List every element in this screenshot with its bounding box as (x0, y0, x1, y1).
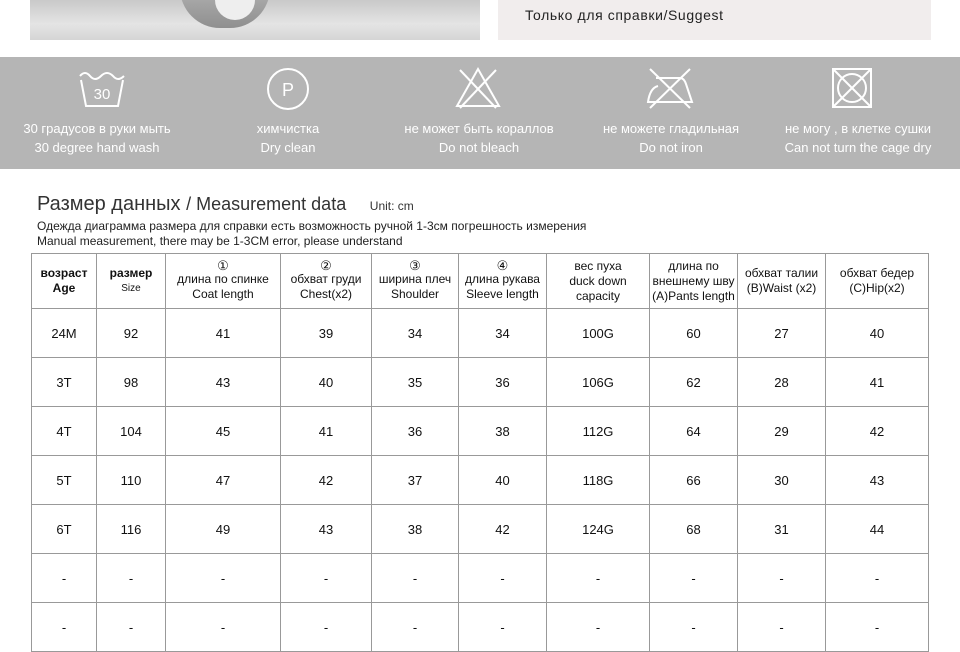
cell-chest: 40 (281, 358, 372, 407)
measurement-unit: Unit: cm (369, 199, 414, 213)
no-tumble-dry-icon (830, 66, 874, 110)
header-label-ru: длина по (668, 258, 719, 273)
cell-size: 92 (97, 309, 166, 358)
header-hip (826, 254, 929, 309)
dry-clean-letter: P (281, 80, 295, 100)
header-label-en: (C)Hip(x2) (849, 281, 905, 295)
cell-age: 5T (32, 456, 97, 505)
cell-age: 24M (32, 309, 97, 358)
table-row (32, 456, 929, 505)
cell-coat-length: 49 (166, 505, 281, 554)
cell-pants-length: 60 (650, 309, 738, 358)
cell-down-capacity: 100G (547, 309, 650, 358)
table-row (32, 603, 929, 652)
cell-age: - (32, 603, 97, 652)
cell-shoulder: 36 (372, 407, 459, 456)
cell-size: - (97, 603, 166, 652)
cell-age: 6T (32, 505, 97, 554)
cell-shoulder: 35 (372, 358, 459, 407)
cell-coat-length: 47 (166, 456, 281, 505)
no-iron-icon (644, 66, 696, 110)
header-label-ru: вес пуха (574, 258, 622, 273)
cell-chest: 42 (281, 456, 372, 505)
cell-waist: 29 (738, 407, 826, 456)
cell-sleeve-length: 36 (459, 358, 547, 407)
cell-shoulder: 37 (372, 456, 459, 505)
header-down-capacity (547, 254, 650, 309)
header-age-en: Age (52, 281, 76, 295)
cell-shoulder: 38 (372, 505, 459, 554)
cell-chest: - (281, 554, 372, 603)
cell-sleeve-length: 34 (459, 309, 547, 358)
header-label-ru: длина по спинке (177, 272, 269, 286)
cell-sleeve-length: - (459, 603, 547, 652)
cell-hip: - (826, 603, 929, 652)
cell-chest: 41 (281, 407, 372, 456)
header-coat-length (166, 254, 281, 309)
measurement-note-en: Manual measurement, there may be 1-3CM error, please understand (37, 234, 403, 248)
cell-sleeve-length: 40 (459, 456, 547, 505)
header-label-ru: длина рукава (465, 272, 540, 286)
cell-size: - (97, 554, 166, 603)
header-size-en: Size (121, 283, 141, 294)
cell-pants-length: - (650, 554, 738, 603)
header-marker: ③ (409, 258, 421, 273)
cell-pants-length: 64 (650, 407, 738, 456)
cell-down-capacity: 106G (547, 358, 650, 407)
table-row (32, 358, 929, 407)
cell-chest: - (281, 603, 372, 652)
header-label-ru2: внешнему шву (652, 273, 735, 288)
cell-hip: 41 (826, 358, 929, 407)
header-label-en: (B)Waist (x2) (746, 281, 817, 295)
cell-waist: 28 (738, 358, 826, 407)
care-instructions-band (0, 57, 960, 169)
header-label-en: duck down (569, 273, 627, 288)
cell-age: 3T (32, 358, 97, 407)
cell-waist: 27 (738, 309, 826, 358)
header-chest (281, 254, 372, 309)
cell-pants-length: 66 (650, 456, 738, 505)
care-label-ru: не можете гладильная (602, 121, 740, 136)
wash-30-icon (77, 66, 127, 110)
cell-pants-length: 62 (650, 358, 738, 407)
care-label-ru: не могу , в клетке сушки (784, 121, 931, 136)
cell-down-capacity: - (547, 554, 650, 603)
header-size (97, 254, 166, 309)
header-label-en: Sleeve length (466, 287, 539, 301)
header-marker: ① (217, 258, 229, 273)
table-row (32, 309, 929, 358)
care-label-en: Dry clean (260, 140, 316, 155)
cell-age: - (32, 554, 97, 603)
cell-coat-length: 45 (166, 407, 281, 456)
header-label-en: Shoulder (390, 287, 440, 301)
dry-clean-icon (265, 66, 311, 112)
cell-shoulder: - (372, 603, 459, 652)
care-label-en: 30 degree hand wash (34, 140, 160, 155)
cell-hip: 42 (826, 407, 929, 456)
care-label-ru: химчистка (256, 121, 320, 136)
measurement-title-ru: Размер данных (37, 193, 181, 215)
cell-size: 98 (97, 358, 166, 407)
cell-hip: - (826, 554, 929, 603)
cell-down-capacity: - (547, 603, 650, 652)
no-bleach-icon (454, 66, 502, 110)
header-shoulder (372, 254, 459, 309)
cell-size: 116 (97, 505, 166, 554)
cell-hip: 43 (826, 456, 929, 505)
header-marker: ② (320, 258, 332, 273)
header-pants-length (650, 254, 738, 309)
cell-waist: 31 (738, 505, 826, 554)
care-label-en: Can not turn the cage dry (784, 140, 932, 155)
cell-sleeve-length: 42 (459, 505, 547, 554)
table-row (32, 407, 929, 456)
care-item-no-bleach (384, 57, 574, 169)
cell-waist: 30 (738, 456, 826, 505)
suggest-note: Только для справки/Suggest (498, 0, 931, 40)
header-label-ru: обхват груди (290, 272, 362, 286)
header-size-ru: размер (109, 266, 153, 280)
cell-size: 110 (97, 456, 166, 505)
cell-chest: 39 (281, 309, 372, 358)
size-chart-body (32, 309, 929, 652)
cell-coat-length: 41 (166, 309, 281, 358)
header-label-en2: capacity (575, 288, 621, 303)
care-item-no-tumble-dry (763, 57, 953, 169)
wash-temp-label: 30 (93, 86, 111, 103)
cell-hip: 44 (826, 505, 929, 554)
cell-shoulder: - (372, 554, 459, 603)
cell-down-capacity: 124G (547, 505, 650, 554)
header-label-en: Coat length (192, 287, 254, 301)
header-age-ru: возраст (40, 266, 88, 280)
cell-waist: - (738, 603, 826, 652)
cell-shoulder: 34 (372, 309, 459, 358)
header-age (32, 254, 97, 309)
cell-coat-length: - (166, 554, 281, 603)
cell-down-capacity: 118G (547, 456, 650, 505)
cell-down-capacity: 112G (547, 407, 650, 456)
cell-pants-length: 68 (650, 505, 738, 554)
care-label-en: Do not bleach (438, 140, 520, 155)
table-row (32, 505, 929, 554)
header-label-en: (A)Pants length (652, 288, 735, 303)
measurement-title-en: / Measurement data (186, 194, 347, 214)
care-label-ru: 30 градусов в руки мыть (23, 121, 171, 136)
care-item-hand-wash (2, 57, 192, 169)
cell-pants-length: - (650, 603, 738, 652)
cell-coat-length: - (166, 603, 281, 652)
cell-age: 4T (32, 407, 97, 456)
measurement-note-ru: Одежда диаграмма размера для справки есть возможность ручной 1-3см погрешность измерения (37, 219, 587, 233)
care-label-ru: не может быть кораллов (404, 121, 554, 136)
table-header-row (32, 254, 929, 309)
cell-coat-length: 43 (166, 358, 281, 407)
header-waist (738, 254, 826, 309)
header-label-ru: обхват бедер (839, 266, 915, 280)
cell-chest: 43 (281, 505, 372, 554)
cell-sleeve-length: - (459, 554, 547, 603)
care-label-en: Do not iron (639, 140, 703, 155)
care-item-no-iron (576, 57, 766, 169)
cell-sleeve-length: 38 (459, 407, 547, 456)
measurement-title (37, 193, 414, 216)
cell-size: 104 (97, 407, 166, 456)
cell-hip: 40 (826, 309, 929, 358)
cell-waist: - (738, 554, 826, 603)
header-label-ru: ширина плеч (378, 272, 452, 286)
table-row (32, 554, 929, 603)
header-label-ru: обхват талии (744, 266, 819, 280)
header-marker: ④ (496, 258, 509, 273)
size-chart-table (31, 253, 929, 652)
care-item-dry-clean (193, 57, 383, 169)
product-photo-strip (30, 0, 480, 40)
header-sleeve-length (459, 254, 547, 309)
header-label-en: Chest(x2) (299, 287, 352, 301)
